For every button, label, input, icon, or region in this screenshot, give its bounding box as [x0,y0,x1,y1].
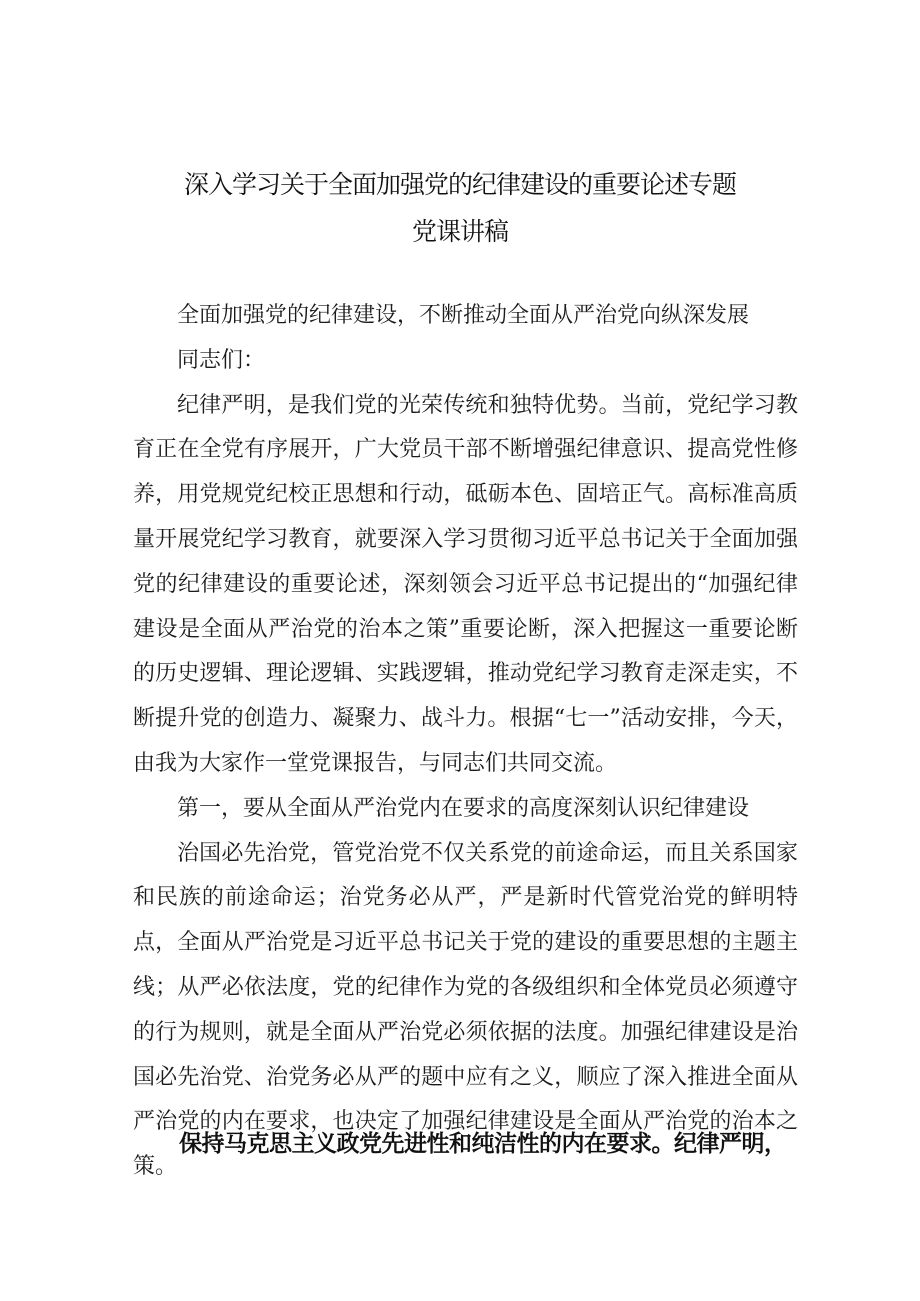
intro-paragraph: 纪律严明，是我们党的光荣传统和独特优势。当前，党纪学习教育正在全党有序展开，广大党员干部不断增强纪律意识、提高党性修养，用党规党纪校正思想和行动，砥砺本色、固培正气。高标准高质量开展党纪学习教育，就要深入学习贯彻习近平总书记关于全面加强党的纪律建设的重要论述，深刻领会习近平总书记提出的“加强纪律建设是全面从严治党的治本之策”重要论断，深入把握这一重要论断的历史逻辑、理论逻辑、实践逻辑，推动党纪学习教育走深走实，不断提升党的创造力、凝聚力、战斗力。根据“七一”活动安排，今天，由我为大家作一堂党课报告，与同志们共同交流。 [133,392,798,776]
salutation-paragraph: 同志们： [177,347,266,373]
document-title-line2: 党课讲稿 [411,217,508,246]
subtitle-paragraph: 全面加强党的纪律建设，不断推动全面从严治党向纵深发展 [177,303,750,328]
document-title-line1: 深入学习关于全面加强党的纪律建设的重要论述专题 [183,170,736,199]
section-heading-paragraph: 第一，要从全面从严治党内在要求的高度深刻认识纪律建设 [177,795,750,821]
bold-subheading: 保持马克思主义政党先进性和纯洁性的内在要求。纪律严明， [179,1131,787,1157]
document-body [133,294,798,1190]
section-body-paragraph: 治国必先治党，管党治党不仅关系党的前途命运，而且关系国家和民族的前途命运；治党务必从严，严是新时代管党治党的鲜明特点，全面从严治党是习近平总书记关于党的建设的重要思想的主题主线；从严必依法度，党的纪律作为党的各级组织和全体党员必须遵守的行为规则，就是全面从严治党必须依据的法度。加强纪律建设是治国必先治党、治党务必从严的题中应有之义，顺应了深入推进全面从严治党的内在要求，也决定了加强纪律建设是全面从严治党的治本之策。 [133,840,798,1180]
